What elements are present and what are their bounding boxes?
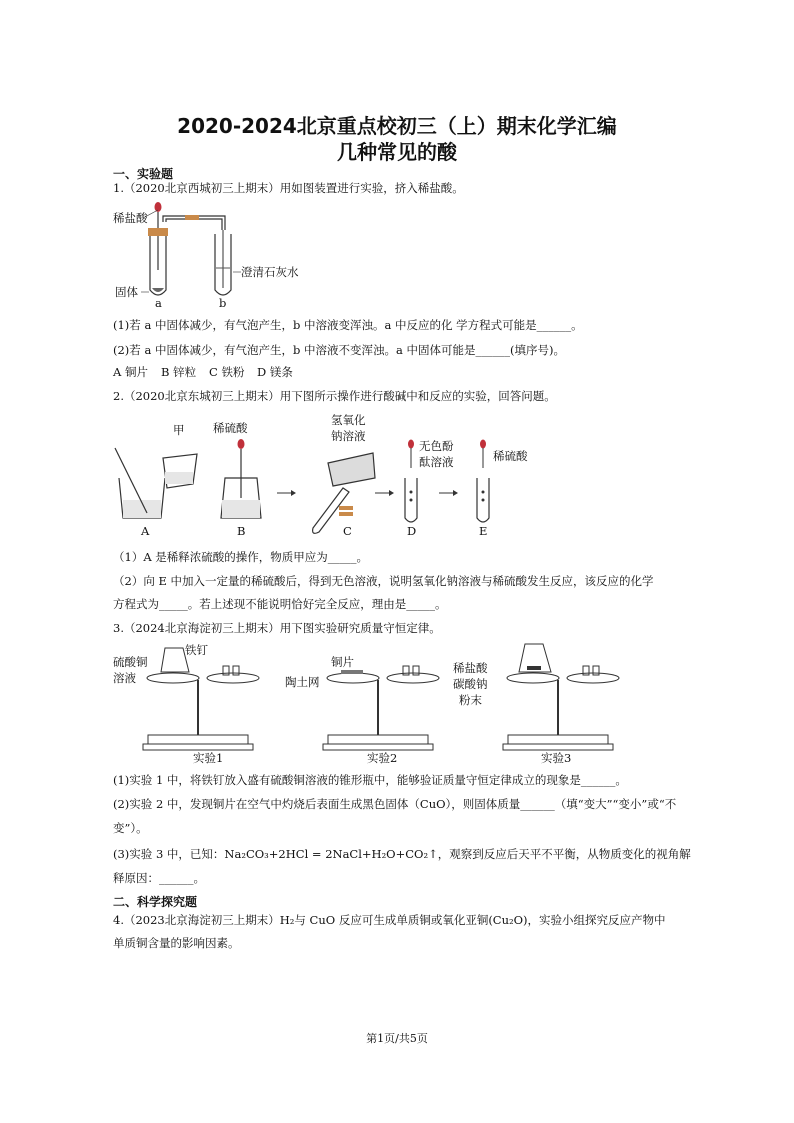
question-3-part-3-suffix: ，观察到反应后天平不平衡，从物质变化的视角解 xyxy=(437,847,691,861)
question-1-figure xyxy=(113,200,353,310)
question-1-option-d: D 镁条 xyxy=(257,365,293,379)
label-cuso4-line1: 硫酸铜 xyxy=(113,655,148,669)
question-2-figure xyxy=(113,408,573,543)
label-step-e: E xyxy=(479,524,488,538)
page-footer: 第1页/共5页 xyxy=(366,1032,428,1045)
question-4-stem-line2: 单质铜含量的影响因素。 xyxy=(113,936,240,950)
balance-3 xyxy=(503,644,619,750)
label-phenolphthalein-line1: 无色酚 xyxy=(419,439,454,453)
question-3-stem: 3.（2024北京海淀初三上期末）用下图实验研究质量守恒定律。 xyxy=(113,621,441,635)
label-dilute-hcl-3: 稀盐酸 xyxy=(453,661,488,675)
question-3-part-1: (1)实验 1 中，将铁钉放入盛有硫酸铜溶液的锥形瓶中，能够验证质量守恒定律成立的现象是______。 xyxy=(113,773,627,787)
question-2-part-2: （2）向 E 中加入一定量的稀硫酸后，得到无色溶液，说明氢氧化钠溶液与稀硫酸发生反应，该反应的化学 xyxy=(113,574,654,588)
label-na2co3-line1: 碳酸钠 xyxy=(453,677,488,691)
balance-2 xyxy=(323,666,439,750)
question-3-part-2-cont: 变”）。 xyxy=(113,821,148,835)
question-2-part-2-cont: 方程式为_____。若上述现不能说明恰好完全反应，理由是_____。 xyxy=(113,597,447,611)
document-subtitle: 几种常见的酸 xyxy=(337,140,457,164)
label-step-a: A xyxy=(141,524,150,538)
label-copper-sheet: 铜片 xyxy=(331,655,354,669)
label-limewater: 澄清石灰水 xyxy=(241,265,299,279)
question-3-part-3-cont: 释原因：______。 xyxy=(113,871,205,885)
label-na2co3-line2: 粉末 xyxy=(459,693,482,707)
label-experiment-3: 实验3 xyxy=(541,751,572,765)
section-heading-inquiry: 二、科学探究题 xyxy=(113,895,198,909)
label-b: b xyxy=(219,296,227,310)
label-naoh-line1: 氢氧化 xyxy=(331,413,366,427)
question-4-stem-line1: 4.（2023北京海淀初三上期末）H₂与 CuO 反应可生成单质铜或氧化亚铜(Cu₂O)，实验小组探究反应产物中 xyxy=(113,913,666,927)
chemical-equation: Na₂CO₃+2HCl = 2NaCl+H₂O+CO₂↑ xyxy=(224,847,438,861)
label-step-d: D xyxy=(407,524,417,538)
label-phenolphthalein-line2: 酞溶液 xyxy=(419,455,454,469)
question-1-option-b: B 锌粒 xyxy=(161,365,197,379)
label-jia: 甲 xyxy=(173,423,185,437)
question-1-option-a: A 铜片 xyxy=(113,365,148,379)
label-ceramic-net: 陶土网 xyxy=(285,675,320,689)
label-dilute-sulfuric-acid-e: 稀硫酸 xyxy=(493,449,528,463)
question-1-part-2: (2)若 a 中固体减少，有气泡产生，b 中溶液不变浑浊。a 中固体可能是______(填序号)。 xyxy=(113,343,565,357)
label-step-c: C xyxy=(343,524,352,538)
label-dilute-sulfuric-acid: 稀硫酸 xyxy=(213,421,248,435)
question-3-part-3-prefix: (3)实验 3 中，已知： xyxy=(113,847,225,861)
label-dilute-hcl: 稀盐酸 xyxy=(113,211,148,225)
question-3-part-3 xyxy=(113,846,691,862)
question-1-option-c: C 铁粉 xyxy=(209,365,245,379)
question-3-figure xyxy=(113,640,623,765)
question-2-stem: 2.（2020北京东城初三上期末）用下图所示操作进行酸碱中和反应的实验，回答问题。 xyxy=(113,389,556,403)
question-1-part-1: (1)若 a 中固体减少，有气泡产生，b 中溶液变浑浊。a 中反应的化 学方程式可能是______。 xyxy=(113,318,583,332)
label-step-b: B xyxy=(237,524,246,538)
label-cuso4-line2: 溶液 xyxy=(113,671,136,685)
label-experiment-2: 实验2 xyxy=(367,751,398,765)
label-solid: 固体 xyxy=(115,285,138,299)
question-1-stem: 1.（2020北京西城初三上期末）用如图装置进行实验，挤入稀盐酸。 xyxy=(113,181,464,195)
apparatus-diagram xyxy=(113,200,353,310)
balance-diagrams xyxy=(113,640,623,765)
label-a: a xyxy=(155,296,162,310)
question-2-part-1: （1）A 是稀释浓硫酸的操作，物质甲应为_____。 xyxy=(113,550,369,564)
section-heading-experiment: 一、实验题 xyxy=(113,167,174,181)
label-experiment-1: 实验1 xyxy=(193,751,224,765)
label-iron-nail: 铁钉 xyxy=(185,643,208,657)
question-3-part-2: (2)实验 2 中，发现铜片在空气中灼烧后表面生成黑色固体（CuO），则固体质量______（填“变大”“变小”或“不 xyxy=(113,797,677,811)
balance-1 xyxy=(143,648,259,750)
document-title: 2020-2024北京重点校初三（上）期末化学汇编 xyxy=(177,114,617,138)
label-naoh-line2: 钠溶液 xyxy=(331,429,366,443)
